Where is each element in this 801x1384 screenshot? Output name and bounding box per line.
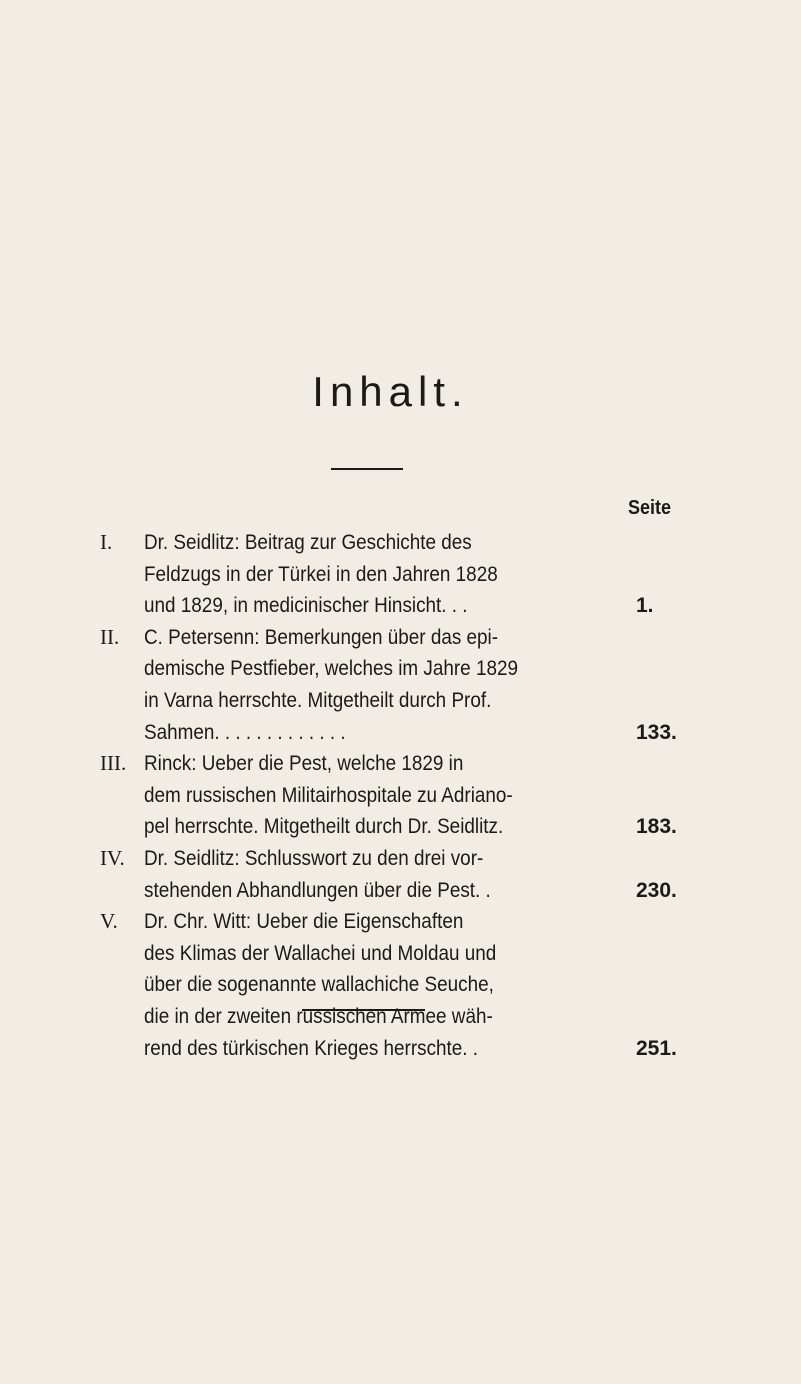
- entry-text: pel herrschte. Mitgetheilt durch Dr. Seidlitz.: [144, 815, 504, 839]
- entry-line: [0, 811, 801, 843]
- entry-line: [0, 1001, 801, 1033]
- entry-numeral: II.: [100, 624, 120, 649]
- entry-line: [0, 969, 801, 1001]
- contents-entry-3: [0, 748, 801, 843]
- entry-line: [0, 527, 801, 559]
- entry-line: [0, 843, 801, 875]
- entry-line: [0, 938, 801, 970]
- contents-entry-4: [0, 843, 801, 906]
- entry-numeral: V.: [100, 909, 118, 934]
- entry-line: [0, 653, 801, 685]
- entry-line: [0, 717, 801, 749]
- entry-line: [0, 685, 801, 717]
- entry-line: [0, 559, 801, 591]
- entry-text: in Varna herrschte. Mitgetheilt durch Prof.: [144, 688, 492, 712]
- entry-text: dem russischen Militairhospitale zu Adriano-: [144, 783, 513, 807]
- entry-numeral: III.: [100, 751, 127, 776]
- entry-page-number: 230.: [636, 878, 677, 902]
- entry-line: [0, 748, 801, 780]
- entry-text: Dr. Chr. Witt: Ueber die Eigenschaften: [144, 910, 464, 934]
- entry-text: Rinck: Ueber die Pest, welche 1829 in: [144, 752, 464, 776]
- contents-entry-5: [0, 906, 801, 1064]
- entry-text: rend des türkischen Krieges herrschte. .: [144, 1036, 479, 1060]
- entry-text: demische Pestfieber, welches im Jahre 1829: [144, 657, 519, 681]
- entry-text: und 1829, in medicinischer Hinsicht. . .: [144, 594, 468, 618]
- entry-page-number: 1.: [636, 594, 654, 618]
- entry-text: die in der zweiten russischen Armee wäh-: [144, 1004, 493, 1028]
- contents-entry-2: [0, 622, 801, 748]
- entry-text: des Klimas der Wallachei und Moldau und: [144, 941, 497, 965]
- entry-text: Dr. Seidlitz: Schlusswort zu den drei vor-: [144, 846, 484, 870]
- closing-rule: [302, 1009, 425, 1011]
- entry-line: [0, 906, 801, 938]
- entry-line: [0, 875, 801, 907]
- entry-line: [0, 590, 801, 622]
- entry-text: stehenden Abhandlungen über die Pest. .: [144, 878, 491, 902]
- title-rule: [331, 468, 403, 470]
- entry-text: Feldzugs in der Türkei in den Jahren 1828: [144, 562, 498, 586]
- entry-line: [0, 780, 801, 812]
- entry-text: über die sogenannte wallachiche Seuche,: [144, 973, 494, 997]
- entry-text: Sahmen. . . . . . . . . . . . .: [144, 720, 346, 744]
- page-column-label: Seite: [628, 497, 672, 519]
- entry-page-number: 133.: [636, 720, 677, 744]
- entry-line: [0, 622, 801, 654]
- entry-line: [0, 1033, 801, 1065]
- entry-text: C. Petersenn: Bemerkungen über das epi-: [144, 625, 499, 649]
- entry-numeral: I.: [100, 530, 113, 554]
- contents-list: [0, 527, 801, 1064]
- page-title: Inhalt.: [312, 368, 469, 415]
- entry-text: Dr. Seidlitz: Beitrag zur Geschichte des: [144, 531, 472, 554]
- entry-numeral: IV.: [100, 845, 125, 870]
- contents-entry-1: [0, 527, 801, 622]
- entry-page-number: 183.: [636, 815, 677, 839]
- entry-page-number: 251.: [636, 1036, 677, 1060]
